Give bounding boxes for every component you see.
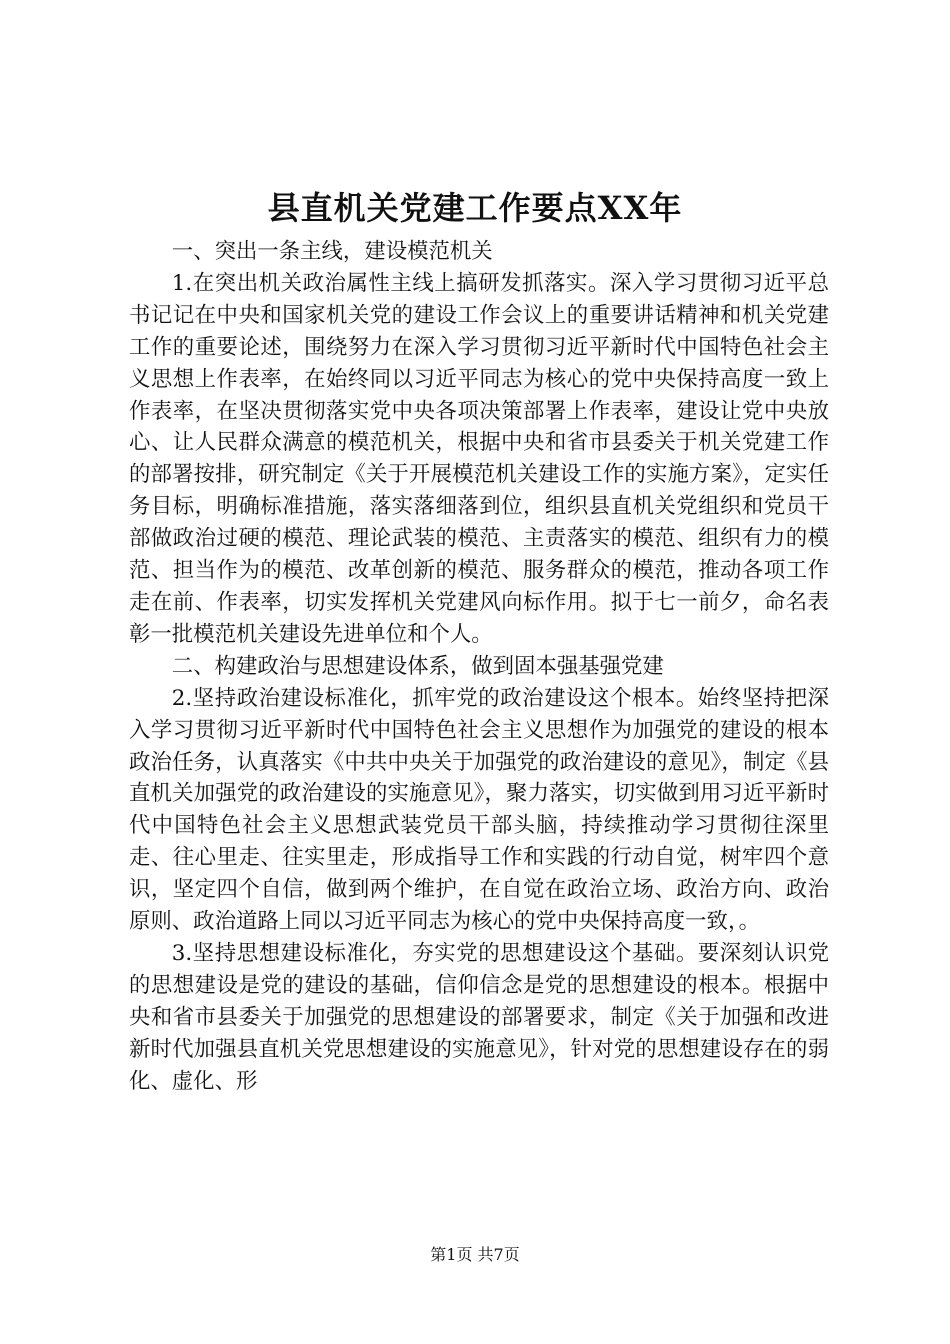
section-heading: 二、构建政治与思想建设体系，做到固本强基强党建 (171, 653, 664, 679)
body-paragraph: 3.坚持思想建设标准化，夯实党的思想建设这个基础。要深刻认识党的思想建设是党的建设的基础，信仰信念是党的思想建设的根本。根据中央和省市县委关于加强党的思想建设的部署要求，制定《关于加强和改进新时代加强县直机关党思想建设的实施意见》，针对党的思想建设存在的弱化、虚化、形 (129, 940, 829, 1094)
section-heading: 一、突出一条主线，建设模范机关 (171, 239, 493, 264)
body-paragraph: 1.在突出机关政治属性主线上搞研发抓落实。深入学习贯彻习近平总书记记在中央和国家机关党的建设工作会议上的重要讲话精神和机关党建工作的重要论述，围绕努力在深入学习贯彻习近平新时代中国特色社会主义思想上作表率，在始终同以习近平同志为核心的党中央保持高度一致上作表率，在坚决贯彻落实党中央各项决策部署上作表率，建设让党中央放心、让人民群众满意的模范机关，根据中央和省市县委关于机关党建工作的部署按排，研究制定《关于开展模范机关建设工作的实施方案》，定实任务目标，明确标准措施，落实落细落到位，组织县直机关党组织和党员干部做政治过硬的模范、理论武装的模范、主责落实的模范、组织有力的模范、担当作为的模范、改革创新的模范、服务群众的模范，推动各项工作走在前、作表率，切实发挥机关党建风向标作用。拟于七一前夕，命名表彰一批模范机关建设先进单位和个人。 (129, 270, 829, 647)
document-body (129, 236, 829, 1097)
body-paragraph: 2.坚持政治建设标准化，抓牢党的政治建设这个根本。始终坚持把深入学习贯彻习近平新时代中国特色社会主义思想作为加强党的建设的根本政治任务，认真落实《中共中央关于加强党的政治建设的意见》，制定《县直机关加强党的政治建设的实施意见》，聚力落实，切实做到用习近平新时代中国特色社会主义思想武装党员干部头脑，持续推动学习贯彻往深里走、往心里走、往实里走，形成指导工作和实践的行动自觉，树牢四个意识，坚定四个自信，做到两个维护，在自觉在政治立场、政治方向、政治原则、政治道路上同以习近平同志为核心的党中央保持高度一致，。 (129, 685, 829, 935)
document-title: 县直机关党建工作要点XX年 (267, 189, 683, 227)
page-number-footer: 第1页 共7页 (430, 1245, 520, 1264)
